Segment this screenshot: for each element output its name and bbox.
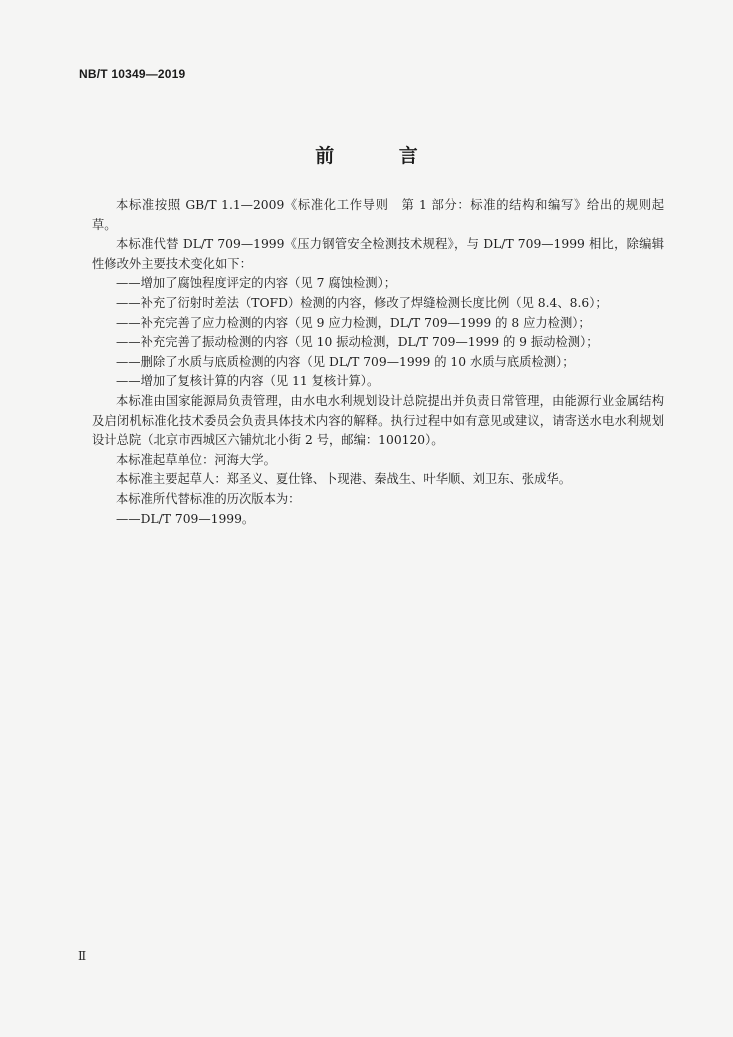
standard-code-header: NB/T 10349—2019	[79, 67, 186, 81]
paragraph-previous-editions: 本标准所代替标准的历次版本为：	[116, 491, 301, 506]
paragraph-replacement: 本标准代替 DL/T 709—1999《压力钢管安全检测技术规程》，与 DL/T 709—1999 相比，除编辑性修改外主要技术变化如下：	[92, 237, 664, 271]
page-title: 前 言	[315, 145, 447, 167]
previous-edition-item: ——DL/T 709—1999。	[116, 511, 255, 526]
paragraph-drafting-rules: 本标准按照 GB/T 1.1—2009《标准化工作导则 第 1 部分：标准的结构和编写》给出的规则起草。	[92, 198, 664, 232]
change-item: ——增加了复核计算的内容（见 11 复核计算）。	[116, 374, 380, 389]
foreword-body	[92, 196, 664, 529]
change-item: ——补充了衍射时差法（TOFD）检测的内容，修改了焊缝检测长度比例（见 8.4、8.6）；	[116, 295, 608, 310]
paragraph-management: 本标准由国家能源局负责管理，由水电水利规划设计总院提出并负责日常管理，由能源行业金属结构及启闭机标准化技术委员会负责具体技术内容的解释。执行过程中如有意见或建议，请寄送水电水利规划设计总院（北京市西城区六铺炕北小街 2 号，邮编：100120）。	[92, 393, 664, 448]
paragraph-drafters: 本标准主要起草人：郑圣义、夏仕锋、卜现港、秦战生、叶华顺、刘卫东、张成华。	[116, 472, 571, 487]
page-number: Ⅱ	[78, 949, 87, 963]
change-item: ——补充完善了应力检测的内容（见 9 应力检测，DL/T 709—1999 的 8 应力检测）；	[116, 315, 591, 330]
change-item: ——删除了水质与底质检测的内容（见 DL/T 709—1999 的 10 水质与底质检测）；	[116, 354, 575, 369]
change-item: ——补充完善了振动检测的内容（见 10 振动检测，DL/T 709—1999 的 9 振动检测）；	[116, 335, 599, 350]
change-item: ——增加了腐蚀程度评定的内容（见 7 腐蚀检测）；	[116, 276, 397, 291]
paragraph-drafting-unit: 本标准起草单位：河海大学。	[116, 452, 276, 467]
